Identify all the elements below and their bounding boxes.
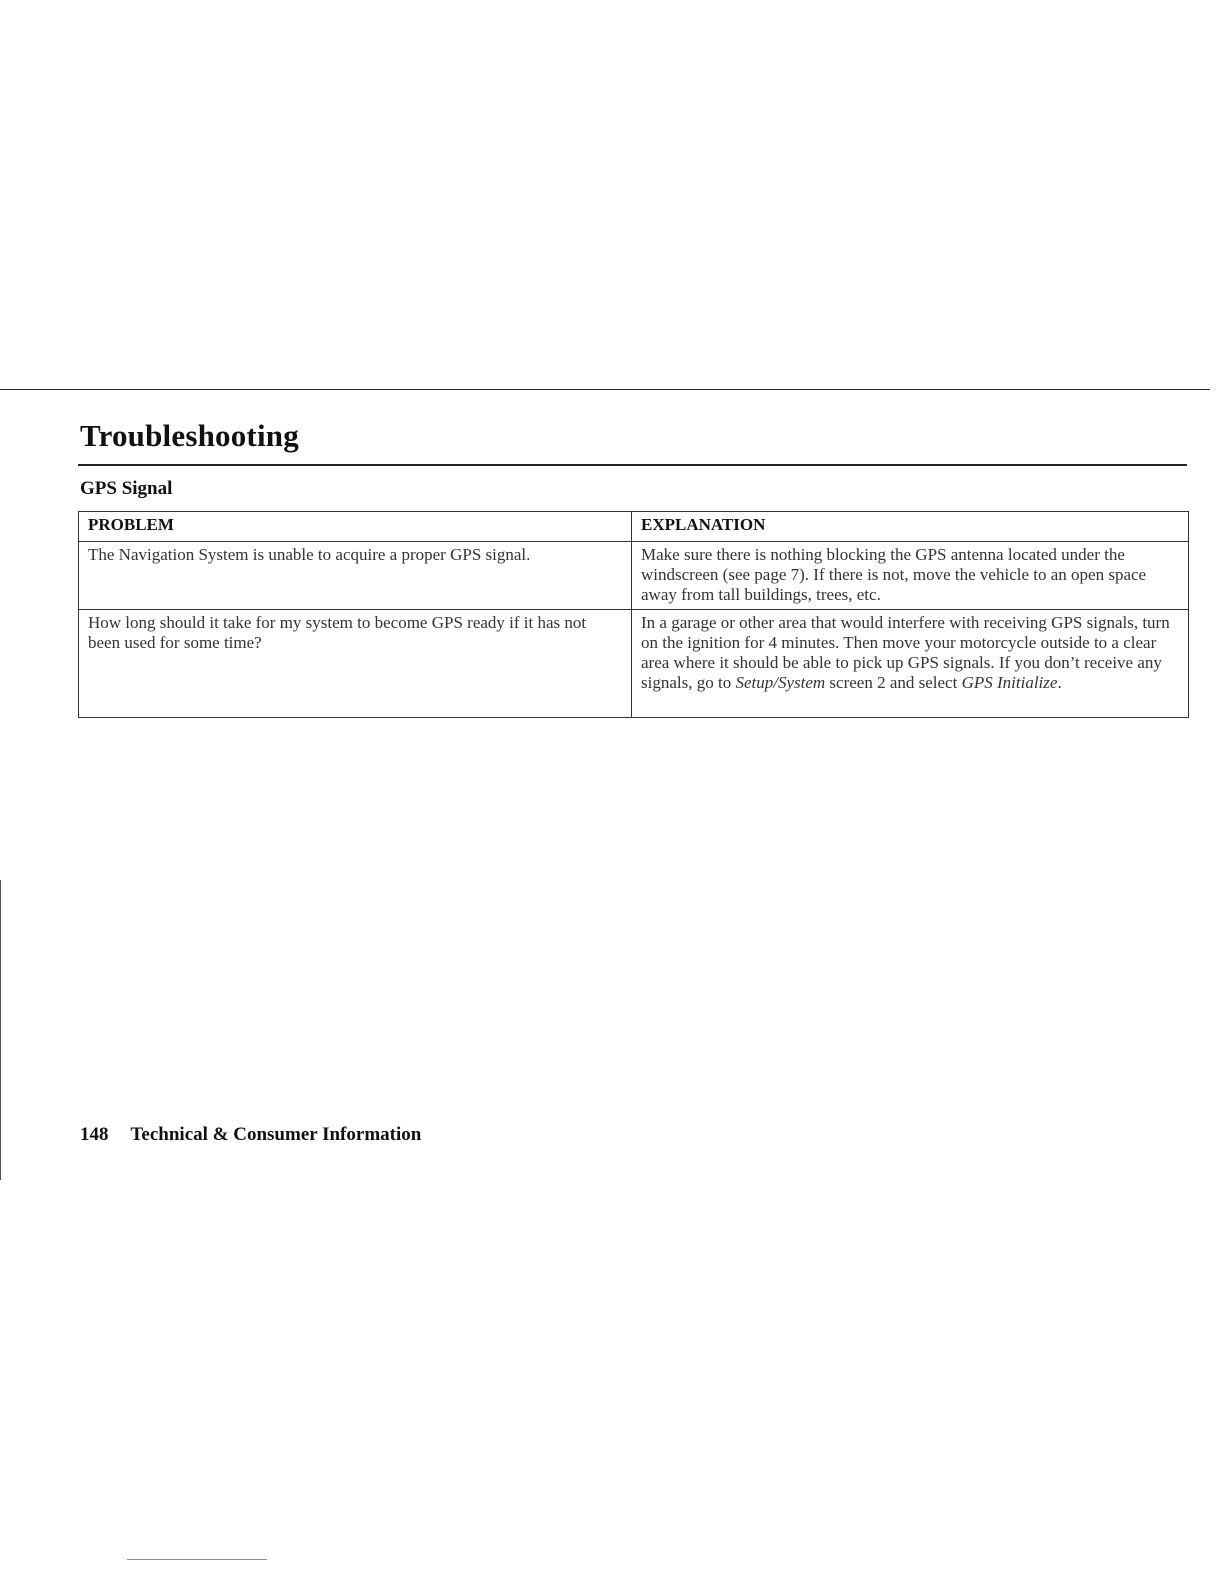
problem-cell: How long should it take for my system to become GPS ready if it has not been used for some time?	[79, 610, 632, 718]
explanation-text: .	[1057, 673, 1062, 692]
menu-reference: Setup/System	[735, 673, 826, 692]
page-footer	[80, 1124, 421, 1146]
explanation-cell: Make sure there is nothing blocking the GPS antenna located under the windscreen (see page 7). If there is not, move the vehicle to an open space away from tall buildings, trees, etc.	[632, 542, 1189, 610]
table-row	[79, 610, 1189, 718]
page-title: Troubleshooting	[80, 418, 299, 453]
table-row	[79, 542, 1189, 610]
explanation-text: In a garage or other area that would interfere with receiving GPS signals, turn on the ignition for 4 minutes. Then move your motorcycle outside to a clear area where it should be able to pick up GPS signals. If you don’t receive any signals, go to	[641, 613, 1170, 692]
header-problem: PROBLEM	[79, 512, 632, 542]
title-underline	[78, 464, 1187, 466]
section-title: GPS Signal	[80, 478, 173, 499]
header-explanation: EXPLANATION	[632, 512, 1189, 542]
top-rule	[0, 389, 1210, 390]
explanation-text: screen 2 and select	[825, 673, 962, 692]
explanation-cell	[632, 610, 1189, 718]
table-header-row	[79, 512, 1189, 542]
footer-section-name: Technical & Consumer Information	[130, 1124, 422, 1145]
menu-reference: GPS Initialize	[961, 673, 1058, 692]
problem-cell: The Navigation System is unable to acquire a proper GPS signal.	[79, 542, 632, 610]
troubleshooting-table	[78, 511, 1189, 718]
bottom-mark-line	[127, 1559, 267, 1560]
page-number: 148	[80, 1124, 109, 1145]
page-edge-line	[0, 880, 1, 1180]
